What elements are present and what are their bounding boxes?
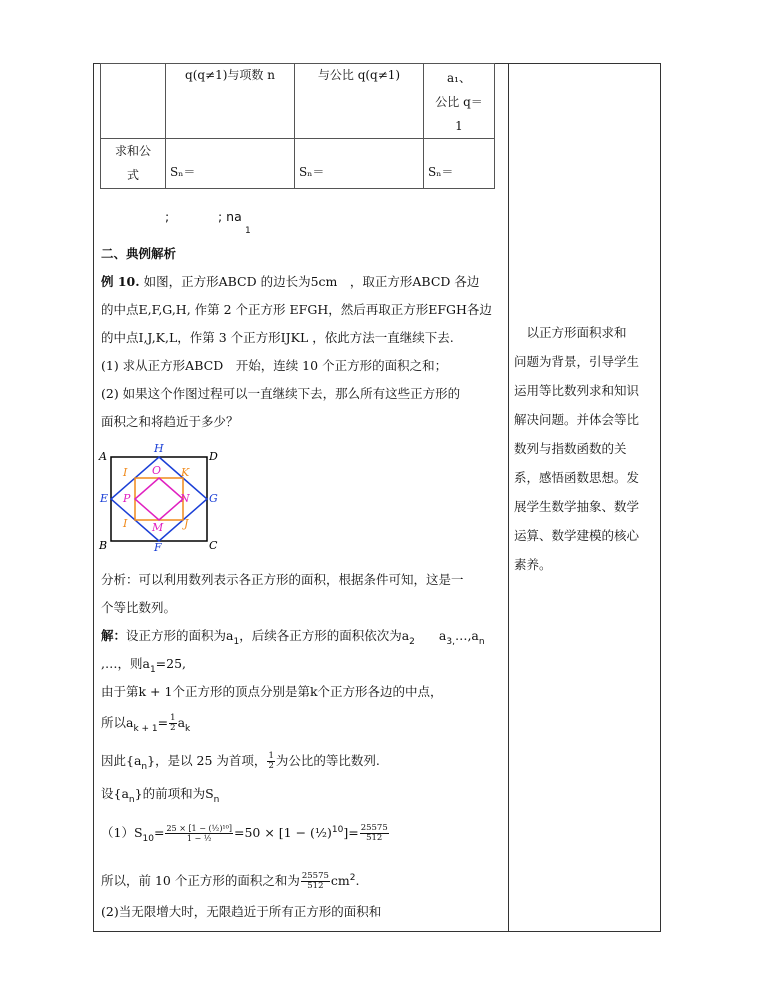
formula-table (100, 63, 495, 189)
label-o: O (152, 464, 162, 477)
column-divider (508, 63, 509, 932)
note-line: 展学生数学抽象、数学 (514, 499, 640, 514)
note-line: 运算、数学建模的核心 (514, 528, 640, 543)
label-g: G (209, 492, 218, 505)
label-m: M (152, 521, 164, 534)
filler-na: ; na (218, 209, 242, 224)
question-1: (1) 求从正方形ABCD 开始，连续 10 个正方形的面积之和； (101, 358, 448, 373)
solution-line-1: 解：设正方形的面积为$a_1$，后续各正方形的面积依次为$a_2$ $a_{3,}\dots,a_n$ (101, 628, 485, 647)
square-mnop (135, 478, 183, 520)
label-d: D (209, 450, 218, 463)
note-line: 系，感悟函数思想。发 (514, 470, 640, 485)
note-line: 数列与指数函数的关 (514, 441, 627, 456)
solution-line-9: (2)当无限增大时，无限趋近于所有正方形的面积和 (101, 904, 382, 919)
section-title: 二、典例解析 (101, 246, 177, 261)
label-f: F (154, 541, 162, 554)
teaching-notes (514, 318, 654, 579)
example-line-1: 例 10. 如图，正方形ABCD 的边长为5cm ，取正方形ABCD 各边 (101, 274, 480, 289)
label-k: K (181, 466, 190, 479)
example-line-2: 的中点E,F,G,H, 作第 2 个正方形 EFGH，然后再取正方形EFGH各边 (101, 302, 492, 317)
filler-sub: 1 (245, 226, 251, 236)
label-c: C (209, 539, 218, 552)
solution-line-8: 所以，前 10 个正方形的面积之和为 $\frac{25575}{512}$ $cm^2$. (101, 871, 360, 891)
solution-line-4: 所以$a_{k + 1}=$ $\frac{1}{2}$ $a_k$ (101, 713, 191, 734)
note-line: 素养。 (514, 557, 552, 572)
label-a: A (99, 450, 107, 463)
table-cell: 与公比 q(q≠1) (295, 64, 424, 139)
table-cell: Sₙ＝ (424, 139, 495, 189)
square-ijkl (135, 478, 183, 520)
note-line: 问题为背景，引导学生 (514, 354, 640, 369)
label-e: E (100, 492, 109, 505)
solution-line-2: ,…，则$a_1=25$, (101, 656, 187, 675)
table-cell: 求和公 式 (101, 139, 166, 189)
solution-line-6: 设$\{a_n\}$的前项和为$S_n$ (101, 786, 220, 805)
example-line-3: 的中点I,J,K,L，作第 3 个正方形IJKL ，依此方法一直继续下去. (101, 330, 454, 345)
label-j: J (184, 517, 189, 530)
table-cell: a₁、 公比 q＝ 1 (424, 64, 495, 139)
question-2a: (2) 如果这个作图过程可以一直继续下去，那么所有这些正方形的 (101, 386, 461, 401)
nested-squares-figure (96, 438, 226, 558)
label-i-top: I (123, 466, 128, 479)
solution-line-3: 由于第k + 1个正方形的顶点分别是第k个正方形各边的中点， (101, 684, 443, 699)
table-cell: Sₙ＝ (166, 139, 295, 189)
question-2b: 面积之和将趋近于多少？ (101, 414, 239, 429)
note-line: 以正方形面积求和 (514, 325, 627, 340)
filler-semicolon: ; (165, 209, 170, 224)
label-p: P (123, 492, 131, 505)
table-cell: q(q≠1)与项数 n (166, 64, 295, 139)
note-line: 运用等比数列求和知识 (514, 383, 640, 398)
table-cell (101, 64, 166, 139)
solution-line-5: 因此$\{a_n\}$，是以 25 为首项， $\frac{1}{2}$ 为公比的等比数列. (101, 751, 380, 772)
label-b: B (99, 539, 108, 552)
label-i-bottom: I (123, 517, 128, 530)
label-n: N (180, 492, 190, 505)
table-cell: Sₙ＝ (295, 139, 424, 189)
formula-s10: $(1)S_{10}=$ $\frac{\text{25 × [1 − (½)¹⁰]}}{\text{1 − ½}}$ =50 × [1 − (½)$^{10}$]= $\frac{25575}{512}$ (101, 823, 388, 844)
note-line: 解决问题。并体会等比 (514, 412, 640, 427)
label-h: H (154, 442, 164, 455)
analysis-line-2: 个等比数列。 (101, 600, 177, 615)
analysis-line-1: 分析：可以利用数列表示各正方形的面积，根据条件可知，这是一 (101, 572, 464, 587)
